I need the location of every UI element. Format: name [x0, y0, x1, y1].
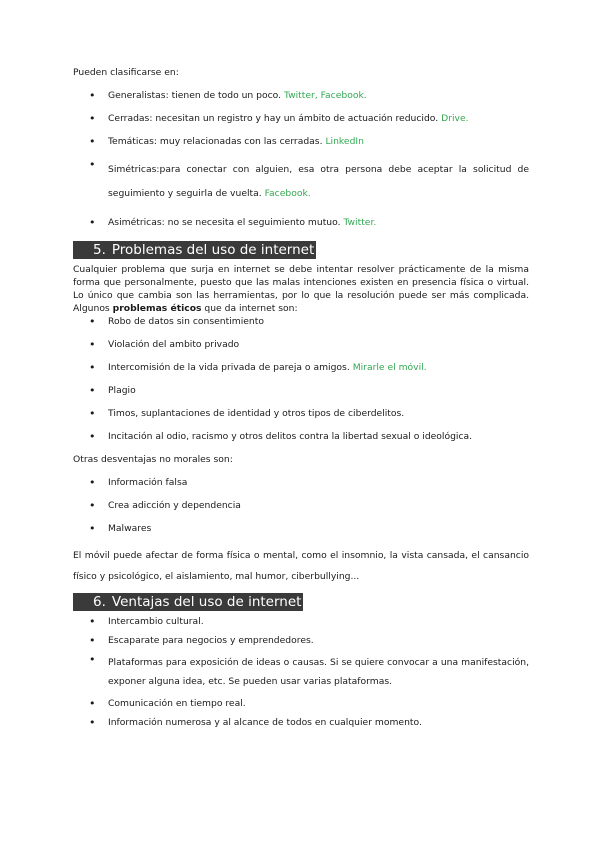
- list-item: • Información falsa: [73, 476, 529, 489]
- other-disadvantages-list: [73, 476, 529, 535]
- list-item: • Crea adicción y dependencia: [73, 499, 529, 512]
- list-item: • Robo de datos sin consentimiento: [73, 315, 529, 328]
- list-item: • Escaparate para negocios y emprendedores.: [73, 634, 529, 647]
- list-item: • Comunicación en tiempo real.: [73, 697, 529, 710]
- intro-text: Pueden clasificarse en:: [73, 67, 179, 78]
- example-text: Facebook.: [264, 188, 311, 199]
- section5-closing: El móvil puede afectar de forma física o mental, como el insomnio, la vista cansada, el cansancio físico y psicológico, el aislamiento, mal humor, ciberbullying...: [73, 550, 529, 582]
- problems-list: [73, 315, 529, 443]
- list-item: • Cerradas: necesitan un registro y hay un ámbito de actuación reducido. Drive.: [73, 112, 529, 125]
- section-heading-5: 5. Problemas del uso de internet: [73, 241, 316, 259]
- example-text: Twitter, Facebook.: [283, 90, 367, 101]
- list-item: • Temáticas: muy relacionadas con las cerradas. LinkedIn: [73, 135, 529, 148]
- list-item: • Generalistas: tienen de todo un poco. Twitter, Facebook.: [73, 89, 529, 102]
- document-content: [73, 66, 529, 735]
- example-text: LinkedIn: [325, 136, 364, 147]
- list-item: • Intercomisión de la vida privada de pareja o amigos. Mirarle el móvil.: [73, 361, 529, 374]
- section-heading-6: 6. Ventajas del uso de internet: [73, 593, 303, 611]
- list-item: • Incitación al odio, racismo y otros delitos contra la libertad sexual o ideológica.: [73, 430, 529, 443]
- list-item: • Plagio: [73, 384, 529, 397]
- network-types-list: [73, 89, 529, 229]
- list-item: • Intercambio cultural.: [73, 615, 529, 628]
- list-item: • Plataformas para exposición de ideas o causas. Si se quiere convocar a una manifestación, exponer alguna idea, etc. Se pueden usar varias plataformas.: [73, 653, 529, 691]
- list-item: • Simétricas:para conectar con alguien, esa otra persona debe aceptar la solicitud de seguimiento y seguirla de vuelta. Facebook.: [73, 158, 529, 206]
- list-item: • Malwares: [73, 522, 529, 535]
- example-text: Mirarle el móvil.: [352, 362, 427, 373]
- other-disadvantages-intro: Otras desventajas no morales son:: [73, 454, 233, 465]
- advantages-list: [73, 615, 529, 729]
- list-item: • Timos, suplantaciones de identidad y otros tipos de ciberdelitos.: [73, 407, 529, 420]
- section5-paragraph: Cualquier problema que surja en internet se debe intentar resolver prácticamente de la misma forma que personalmente, puesto que las malas intenciones existen en presencia física o virtual. Lo único que cambia son las herramientas, por lo que la resolución puede ser más complicada. Algunos problemas éticos que da internet son:: [73, 264, 529, 314]
- list-item: • Información numerosa y al alcance de todos en cualquier momento.: [73, 716, 529, 729]
- example-text: Twitter.: [343, 217, 377, 228]
- example-text: Drive.: [441, 113, 469, 124]
- list-item: • Violación del ambito privado: [73, 338, 529, 351]
- list-item: • Asimétricas: no se necesita el seguimiento mutuo. Twitter.: [73, 216, 529, 229]
